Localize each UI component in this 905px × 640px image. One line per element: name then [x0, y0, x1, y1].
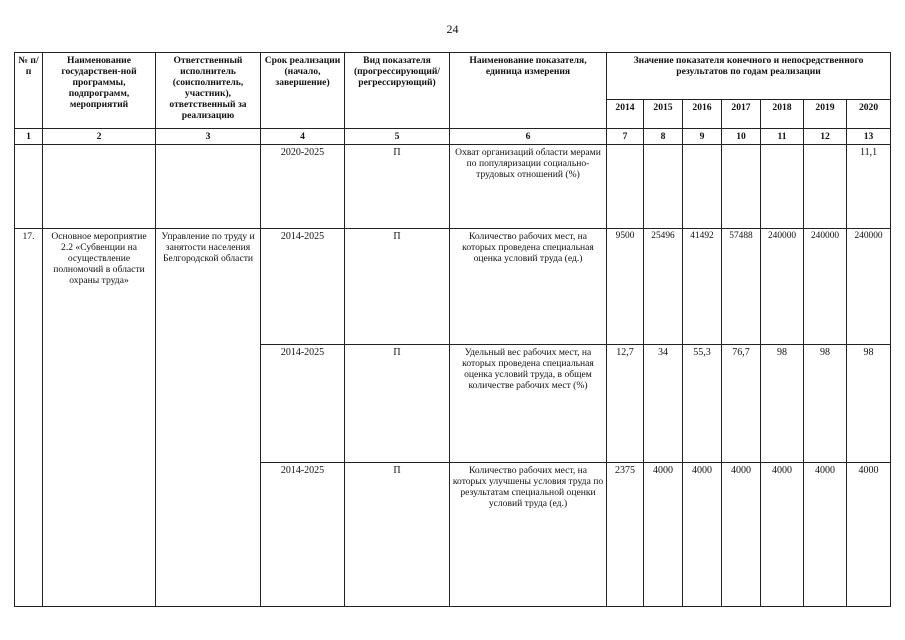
indicator-name-cell: Количество рабочих мест, на которых проведена специальная оценка условий труда (ед.)	[450, 229, 607, 345]
value-cell: 240000	[804, 229, 847, 345]
value-cell: 98	[761, 345, 804, 463]
header-number: № п/п	[15, 53, 43, 129]
year-header: 2014	[607, 100, 644, 129]
year-header: 2016	[683, 100, 722, 129]
column-number: 6	[450, 129, 607, 145]
program-name: Основное мероприятие 2.2 «Субвенции на осуществление полномочий в области охраны труда»	[43, 229, 156, 607]
column-number: 3	[156, 129, 261, 145]
value-cell: 240000	[847, 229, 891, 345]
value-cell: 12,7	[607, 345, 644, 463]
value-cell: 76,7	[722, 345, 761, 463]
value-cell	[722, 145, 761, 229]
value-cell	[644, 145, 683, 229]
period-cell: 2020-2025	[261, 145, 345, 229]
indicator-type-cell: П	[345, 463, 450, 607]
page-number: 24	[446, 22, 459, 36]
value-cell: 4000	[761, 463, 804, 607]
year-header: 2015	[644, 100, 683, 129]
header-program: Наименование государствен-ной программы, подпрограмм, мероприятий	[43, 53, 156, 129]
executor-name	[156, 145, 261, 229]
value-cell: 98	[847, 345, 891, 463]
row-number	[15, 145, 43, 229]
column-number: 13	[847, 129, 891, 145]
value-cell: 57488	[722, 229, 761, 345]
value-cell	[804, 145, 847, 229]
value-cell	[761, 145, 804, 229]
indicator-name-cell: Количество рабочих мест, на которых улучшены условия труда по результатам специальной оценки условий труда (ед.)	[450, 463, 607, 607]
header-indicator-type: Вид показателя (прогрессирующий/ регрессирующий)	[345, 53, 450, 129]
indicator-type-cell: П	[345, 229, 450, 345]
value-cell: 4000	[683, 463, 722, 607]
header-indicator-name: Наименование показателя, единица измерения	[450, 53, 607, 129]
program-indicators-table	[14, 52, 891, 607]
row-number: 17.	[15, 229, 43, 607]
column-number: 11	[761, 129, 804, 145]
program-name	[43, 145, 156, 229]
indicator-name-cell: Охват организаций области мерами по популяризации социально-трудовых отношений (%)	[450, 145, 607, 229]
column-number: 8	[644, 129, 683, 145]
indicator-name-cell: Удельный вес рабочих мест, на которых проведена специальная оценка условий труда, в общем количестве рабочих мест (%)	[450, 345, 607, 463]
value-cell: 11,1	[847, 145, 891, 229]
column-number: 5	[345, 129, 450, 145]
year-header: 2017	[722, 100, 761, 129]
table-row	[15, 229, 891, 345]
header-values-title: Значение показателя конечного и непосредственного результатов по годам реализации	[607, 53, 891, 100]
header-period: Срок реализации (начало, завершение)	[261, 53, 345, 129]
column-number: 12	[804, 129, 847, 145]
indicator-type-cell: П	[345, 145, 450, 229]
year-header: 2018	[761, 100, 804, 129]
period-cell: 2014-2025	[261, 229, 345, 345]
column-number: 7	[607, 129, 644, 145]
indicator-type-cell: П	[345, 345, 450, 463]
header-executor: Ответственный исполнитель (соисполнитель, участник), ответственный за реализацию	[156, 53, 261, 129]
value-cell: 2375	[607, 463, 644, 607]
value-cell: 34	[644, 345, 683, 463]
value-cell: 98	[804, 345, 847, 463]
executor-name: Управление по труду и занятости населения Белгородской области	[156, 229, 261, 607]
value-cell: 41492	[683, 229, 722, 345]
value-cell: 25496	[644, 229, 683, 345]
column-number: 10	[722, 129, 761, 145]
period-cell: 2014-2025	[261, 463, 345, 607]
table-row	[15, 145, 891, 229]
period-cell: 2014-2025	[261, 345, 345, 463]
column-number: 4	[261, 129, 345, 145]
year-header: 2019	[804, 100, 847, 129]
value-cell: 4000	[804, 463, 847, 607]
value-cell: 4000	[722, 463, 761, 607]
value-cell: 55,3	[683, 345, 722, 463]
value-cell	[683, 145, 722, 229]
value-cell	[607, 145, 644, 229]
value-cell: 4000	[644, 463, 683, 607]
header-row	[15, 53, 891, 100]
value-cell: 9500	[607, 229, 644, 345]
value-cell: 4000	[847, 463, 891, 607]
column-numbers-row	[15, 129, 891, 145]
column-number: 2	[43, 129, 156, 145]
year-header: 2020	[847, 100, 891, 129]
column-number: 9	[683, 129, 722, 145]
value-cell: 240000	[761, 229, 804, 345]
column-number: 1	[15, 129, 43, 145]
